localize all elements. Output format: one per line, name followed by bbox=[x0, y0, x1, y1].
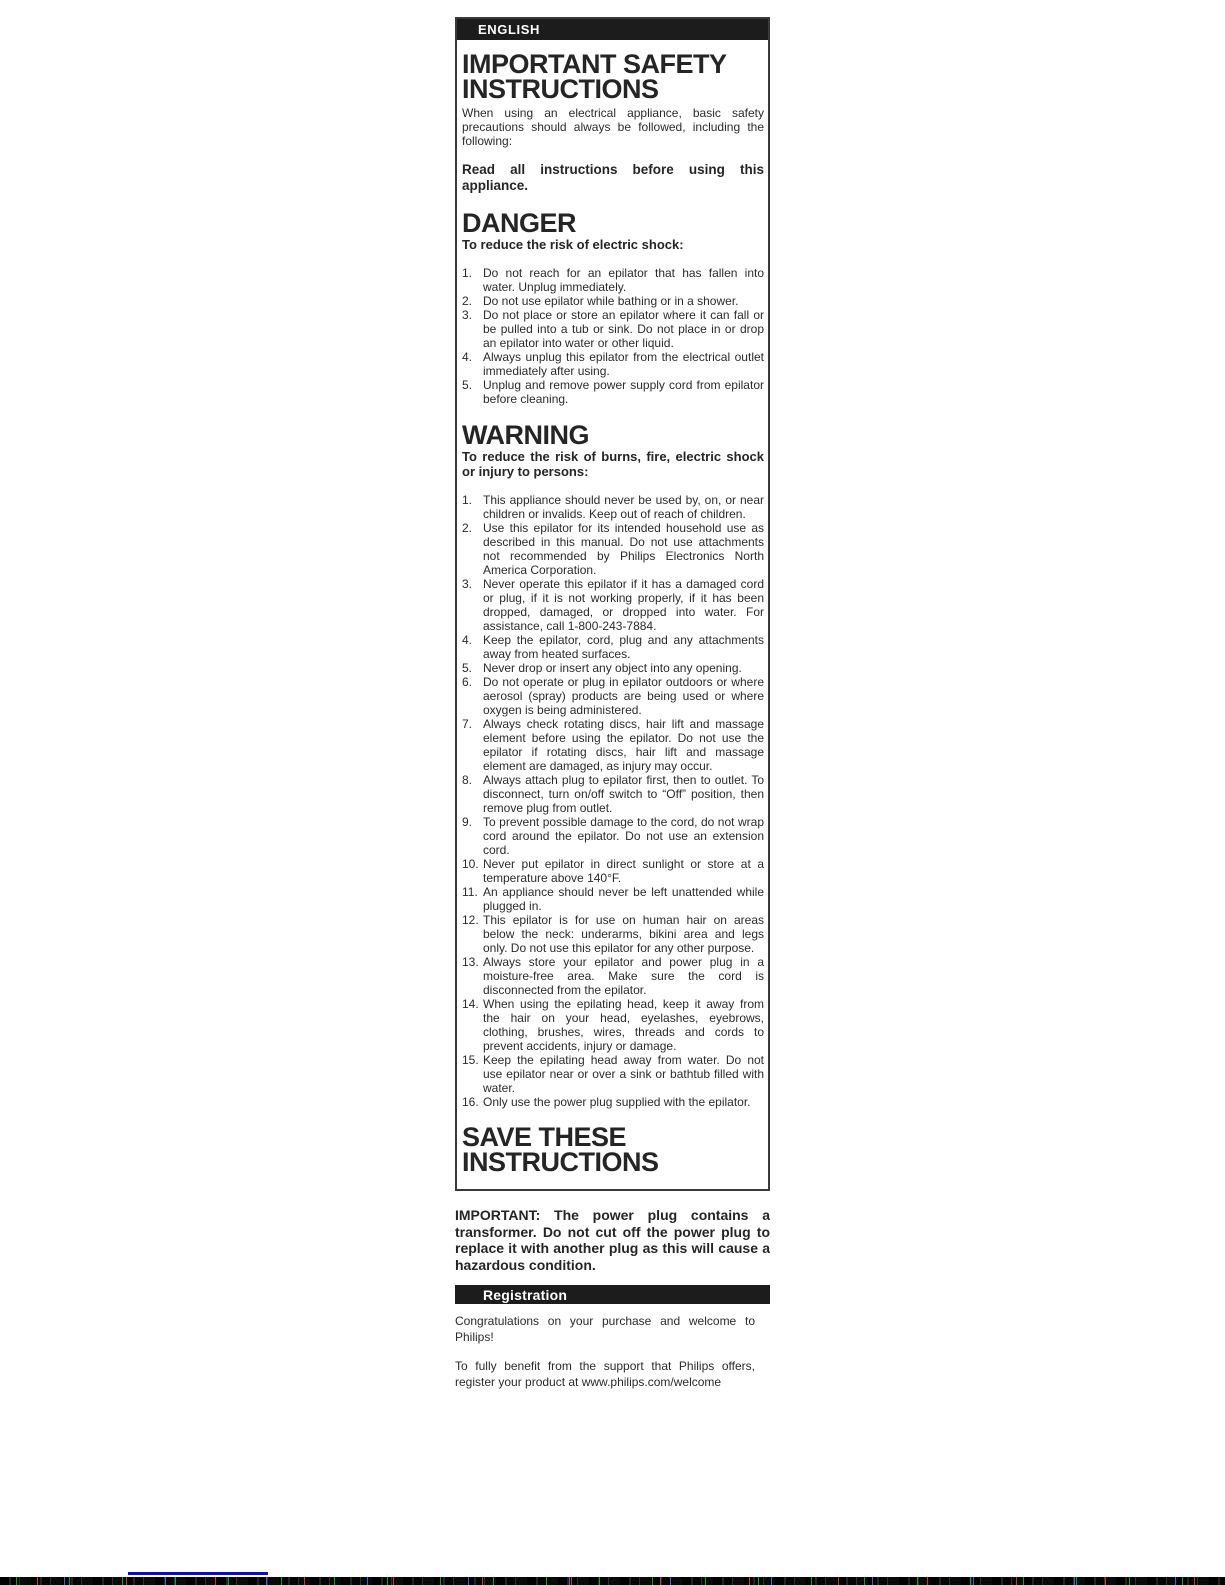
item-text: An appliance should never be left unattended while plugged in. bbox=[483, 885, 764, 913]
list-item bbox=[462, 857, 764, 885]
item-number: 16. bbox=[462, 1095, 479, 1109]
item-number: 5. bbox=[462, 378, 473, 392]
scan-artifact-blue-line bbox=[128, 1572, 268, 1575]
item-number: 2. bbox=[462, 521, 473, 535]
list-item bbox=[462, 521, 764, 577]
item-number: 6. bbox=[462, 675, 473, 689]
list-item bbox=[462, 577, 764, 633]
item-text: Use this epilator for its intended household use as described in this manual. Do not use attachments not recommended by Philips Electronics North America Corporation. bbox=[483, 521, 764, 577]
item-number: 4. bbox=[462, 350, 473, 364]
intro-paragraph: When using an electrical appliance, basic safety precautions should always be followed, including the following: bbox=[462, 106, 764, 148]
item-number: 11. bbox=[462, 885, 478, 899]
item-number: 10. bbox=[462, 857, 479, 871]
item-text: This epilator is for use on human hair on areas below the neck: underarms, bikini area and legs only. Do not use this epilator for any other purpose. bbox=[483, 913, 764, 955]
list-item bbox=[462, 661, 764, 675]
item-number: 15. bbox=[462, 1053, 479, 1067]
item-text: Always check rotating discs, hair lift and massage element before using the epilator. Do not use the epilator if rotating discs, hair lift and massage element are damaged, as injury may occur. bbox=[483, 717, 764, 773]
list-item bbox=[462, 815, 764, 857]
list-item bbox=[462, 633, 764, 661]
language-bar-label: ENGLISH bbox=[478, 22, 540, 37]
item-text: Do not operate or plug in epilator outdoors or where aerosol (spray) products are being used or where oxygen is being administered. bbox=[483, 675, 764, 717]
item-text: Only use the power plug supplied with the epilator. bbox=[483, 1095, 751, 1109]
item-number: 14. bbox=[462, 997, 479, 1011]
list-item bbox=[462, 885, 764, 913]
item-text: Always unplug this epilator from the electrical outlet immediately after using. bbox=[483, 350, 764, 378]
item-number: 13. bbox=[462, 955, 479, 969]
read-all-paragraph: Read all instructions before using this appliance. bbox=[462, 162, 764, 193]
danger-heading: DANGER bbox=[462, 208, 577, 238]
list-item bbox=[462, 308, 764, 350]
registration-paragraph-1: Congratulations on your purchase and welcome to Philips! bbox=[455, 1314, 755, 1344]
item-text: To prevent possible damage to the cord, do not wrap cord around the epilator. Do not use an extension cord. bbox=[483, 815, 764, 857]
list-item bbox=[462, 294, 764, 308]
item-text: Keep the epilator, cord, plug and any attachments away from heated surfaces. bbox=[483, 633, 764, 661]
list-item bbox=[462, 1053, 764, 1095]
item-number: 1. bbox=[462, 266, 473, 280]
item-text: This appliance should never be used by, on, or near children or invalids. Keep out of reach of children. bbox=[483, 493, 764, 521]
main-title: IMPORTANT SAFETY INSTRUCTIONS bbox=[462, 49, 727, 104]
list-item bbox=[462, 1095, 764, 1109]
list-item bbox=[462, 997, 764, 1053]
warning-heading: WARNING bbox=[462, 420, 589, 450]
item-number: 5. bbox=[462, 661, 473, 675]
danger-list bbox=[462, 266, 764, 406]
list-item bbox=[462, 773, 764, 815]
item-number: 3. bbox=[462, 308, 473, 322]
registration-bar bbox=[455, 1285, 770, 1304]
list-item bbox=[462, 378, 764, 406]
language-bar bbox=[457, 19, 768, 40]
list-item bbox=[462, 675, 764, 717]
warning-subheading: To reduce the risk of burns, fire, electric shock or injury to persons: bbox=[462, 449, 764, 479]
item-number: 7. bbox=[462, 717, 473, 731]
item-text: Always store your epilator and power plug in a moisture-free area. Make sure the cord is disconnected from the epilator. bbox=[483, 955, 764, 997]
list-item bbox=[462, 350, 764, 378]
registration-paragraph-2: To fully benefit from the support that Philips offers, register your product at www.philips.com/welcome bbox=[455, 1359, 755, 1389]
item-number: 9. bbox=[462, 815, 473, 829]
item-text: Never drop or insert any object into any opening. bbox=[483, 661, 742, 675]
item-text: Do not reach for an epilator that has fallen into water. Unplug immediately. bbox=[483, 266, 764, 294]
item-text: Never put epilator in direct sunlight or store at a temperature above 140°F. bbox=[483, 857, 764, 885]
danger-subheading: To reduce the risk of electric shock: bbox=[462, 237, 684, 252]
scan-artifact-noise-strip bbox=[0, 1577, 1225, 1585]
item-number: 3. bbox=[462, 577, 473, 591]
item-number: 12. bbox=[462, 913, 479, 927]
list-item bbox=[462, 913, 764, 955]
item-text: Do not use epilator while bathing or in a shower. bbox=[483, 294, 739, 308]
important-note: IMPORTANT: The power plug contains a transformer. Do not cut off the power plug to replace it with another plug as this will cause a hazardous condition. bbox=[455, 1207, 770, 1273]
content-column bbox=[455, 17, 770, 1390]
safety-box bbox=[455, 17, 770, 1191]
safety-box-content bbox=[457, 49, 768, 1177]
list-item bbox=[462, 493, 764, 521]
warning-list bbox=[462, 493, 764, 1109]
save-instructions-heading: SAVE THESE INSTRUCTIONS bbox=[462, 1122, 659, 1177]
list-item bbox=[462, 266, 764, 294]
item-number: 1. bbox=[462, 493, 473, 507]
item-text: Always attach plug to epilator first, then to outlet. To disconnect, turn on/off switch to “Off” position, then remove plug from outlet. bbox=[483, 773, 764, 815]
item-text: When using the epilating head, keep it away from the hair on your head, eyelashes, eyebrows, clothing, brushes, wires, threads and cords to prevent accidents, injury or damage. bbox=[483, 997, 764, 1053]
item-text: Do not place or store an epilator where it can fall or be pulled into a tub or sink. Do not place in or drop an epilator into water or other liquid. bbox=[483, 308, 764, 350]
item-text: Unplug and remove power supply cord from epilator before cleaning. bbox=[483, 378, 764, 406]
item-number: 2. bbox=[462, 294, 473, 308]
list-item bbox=[462, 955, 764, 997]
registration-bar-label: Registration bbox=[483, 1286, 568, 1303]
item-text: Keep the epilating head away from water. Do not use epilator near or over a sink or bathtub filled with water. bbox=[483, 1053, 764, 1095]
item-number: 4. bbox=[462, 633, 473, 647]
item-number: 8. bbox=[462, 773, 473, 787]
item-text: Never operate this epilator if it has a damaged cord or plug, if it is not working properly, if it has been dropped, damaged, or dropped into water. For assistance, call 1-800-243-7884. bbox=[483, 577, 764, 633]
list-item bbox=[462, 717, 764, 773]
